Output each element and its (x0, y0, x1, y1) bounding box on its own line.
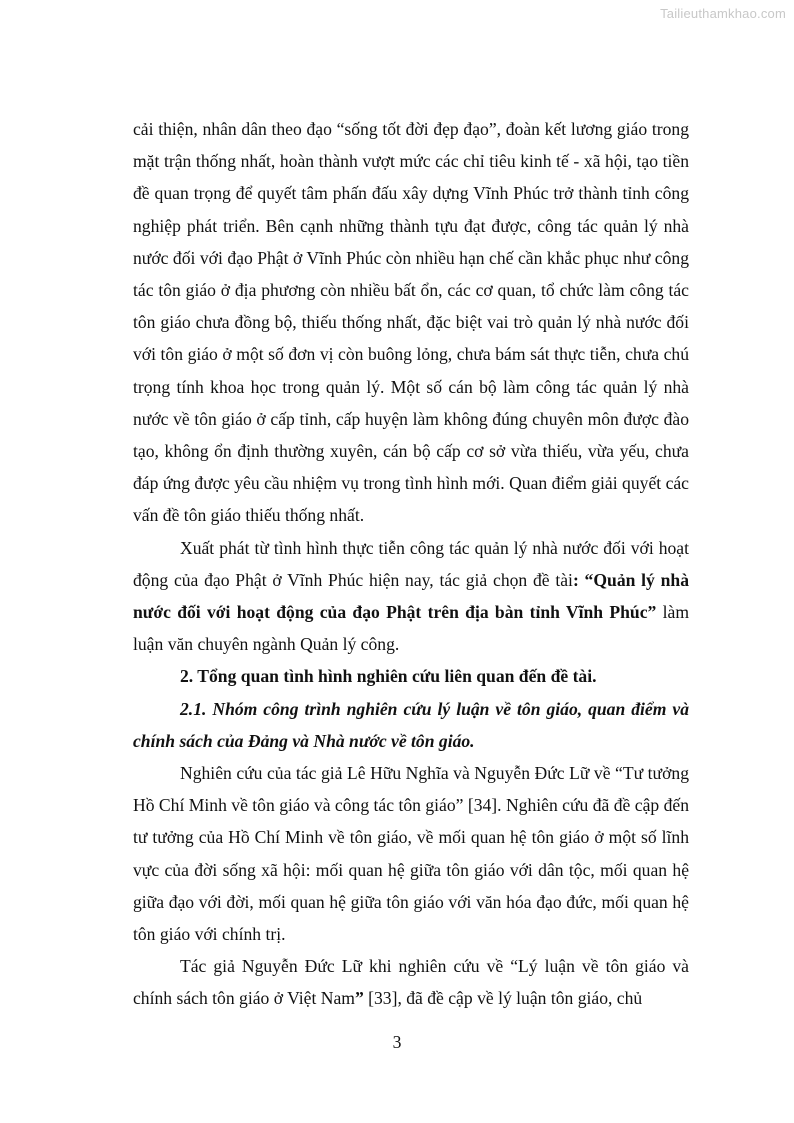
paragraph-4 (133, 950, 689, 1014)
section-heading-2-1: 2.1. Nhóm công trình nghiên cứu lý luận về tôn giáo, quan điểm và chính sách của Đảng và Nhà nước về tôn giáo. (133, 698, 689, 751)
paragraph-1: cải thiện, nhân dân theo đạo “sống tốt đời đẹp đạo”, đoàn kết lương giáo trong mặt trận thống nhất, hoàn thành vượt mức các chỉ tiêu kinh tế - xã hội, tạo tiền đề quan trọng để quyết tâm phấn đấu xây dựng Vĩnh Phúc trở thành tỉnh công nghiệp phát triển. Bên cạnh những thành tựu đạt được, công tác quản lý nhà nước đối với đạo Phật ở Vĩnh Phúc còn nhiều hạn chế cần khắc phục như công tác tôn giáo ở địa phương còn nhiều bất ổn, các cơ quan, tổ chức làm công tác tôn giáo chưa đồng bộ, thiếu thống nhất, đặc biệt vai trò quản lý nhà nước đối với tôn giáo ở một số đơn vị còn buông lỏng, chưa bám sát thực tiễn, chưa chú trọng tính khoa học trong quản lý. Một số cán bộ làm công tác quản lý nhà nước về tôn giáo ở cấp tỉnh, cấp huyện làm không đúng chuyên môn được đào tạo, không ổn định thường xuyên, cán bộ cấp cơ sở vừa thiếu, vừa yếu, chưa đáp ứng được yêu cầu nhiệm vụ trong tình hình mới. Quan điểm giải quyết các vấn đề tôn giáo thiếu thống nhất. (133, 119, 689, 526)
page-number: 3 (392, 1032, 402, 1052)
closing-quote: ” (354, 988, 364, 1009)
paragraph-4-text: Tác giả Nguyễn Đức Lữ khi nghiên cứu về “Lý luận về tôn giáo và chính sách tôn giáo ở Việt Nam (133, 956, 689, 1009)
paragraph-2 (133, 532, 689, 661)
paragraph-2-end: làm luận văn chuyên ngành Quản lý công. (133, 602, 690, 655)
section-heading-2: 2. Tổng quan tình hình nghiên cứu liên quan đến đề tài. (180, 666, 597, 687)
thesis-title: : “Quản lý nhà nước đối với hoạt động của đạo Phật trên địa bàn tỉnh Vĩnh Phúc” (133, 569, 689, 623)
paragraph-2-text: Xuất phát từ tình hình thực tiễn công tác quản lý nhà nước đối với hoạt động của đạo Phật ở Vĩnh Phúc hiện nay, tác giả chọn đề tài (133, 537, 689, 590)
watermark: Tailieuthamkhao.com (660, 6, 786, 21)
page-body (133, 113, 689, 1015)
paragraph-3: Nghiên cứu của tác giả Lê Hữu Nghĩa và Nguyễn Đức Lữ về “Tư tưởng Hồ Chí Minh về tôn giáo và công tác tôn giáo” [34]. Nghiên cứu đã đề cập đến tư tưởng của Hồ Chí Minh về tôn giáo, về mối quan hệ tôn giáo ở một số lĩnh vực của đời sống xã hội: mối quan hệ giữa tôn giáo với dân tộc, mối quan hệ giữa đạo với đời, mối quan hệ giữa tôn giáo với văn hóa đạo đức, mối quan hệ tôn giáo với chính trị. (133, 763, 689, 945)
paragraph-4-end: [33], đã đề cập về lý luận tôn giáo, chủ (363, 988, 643, 1009)
